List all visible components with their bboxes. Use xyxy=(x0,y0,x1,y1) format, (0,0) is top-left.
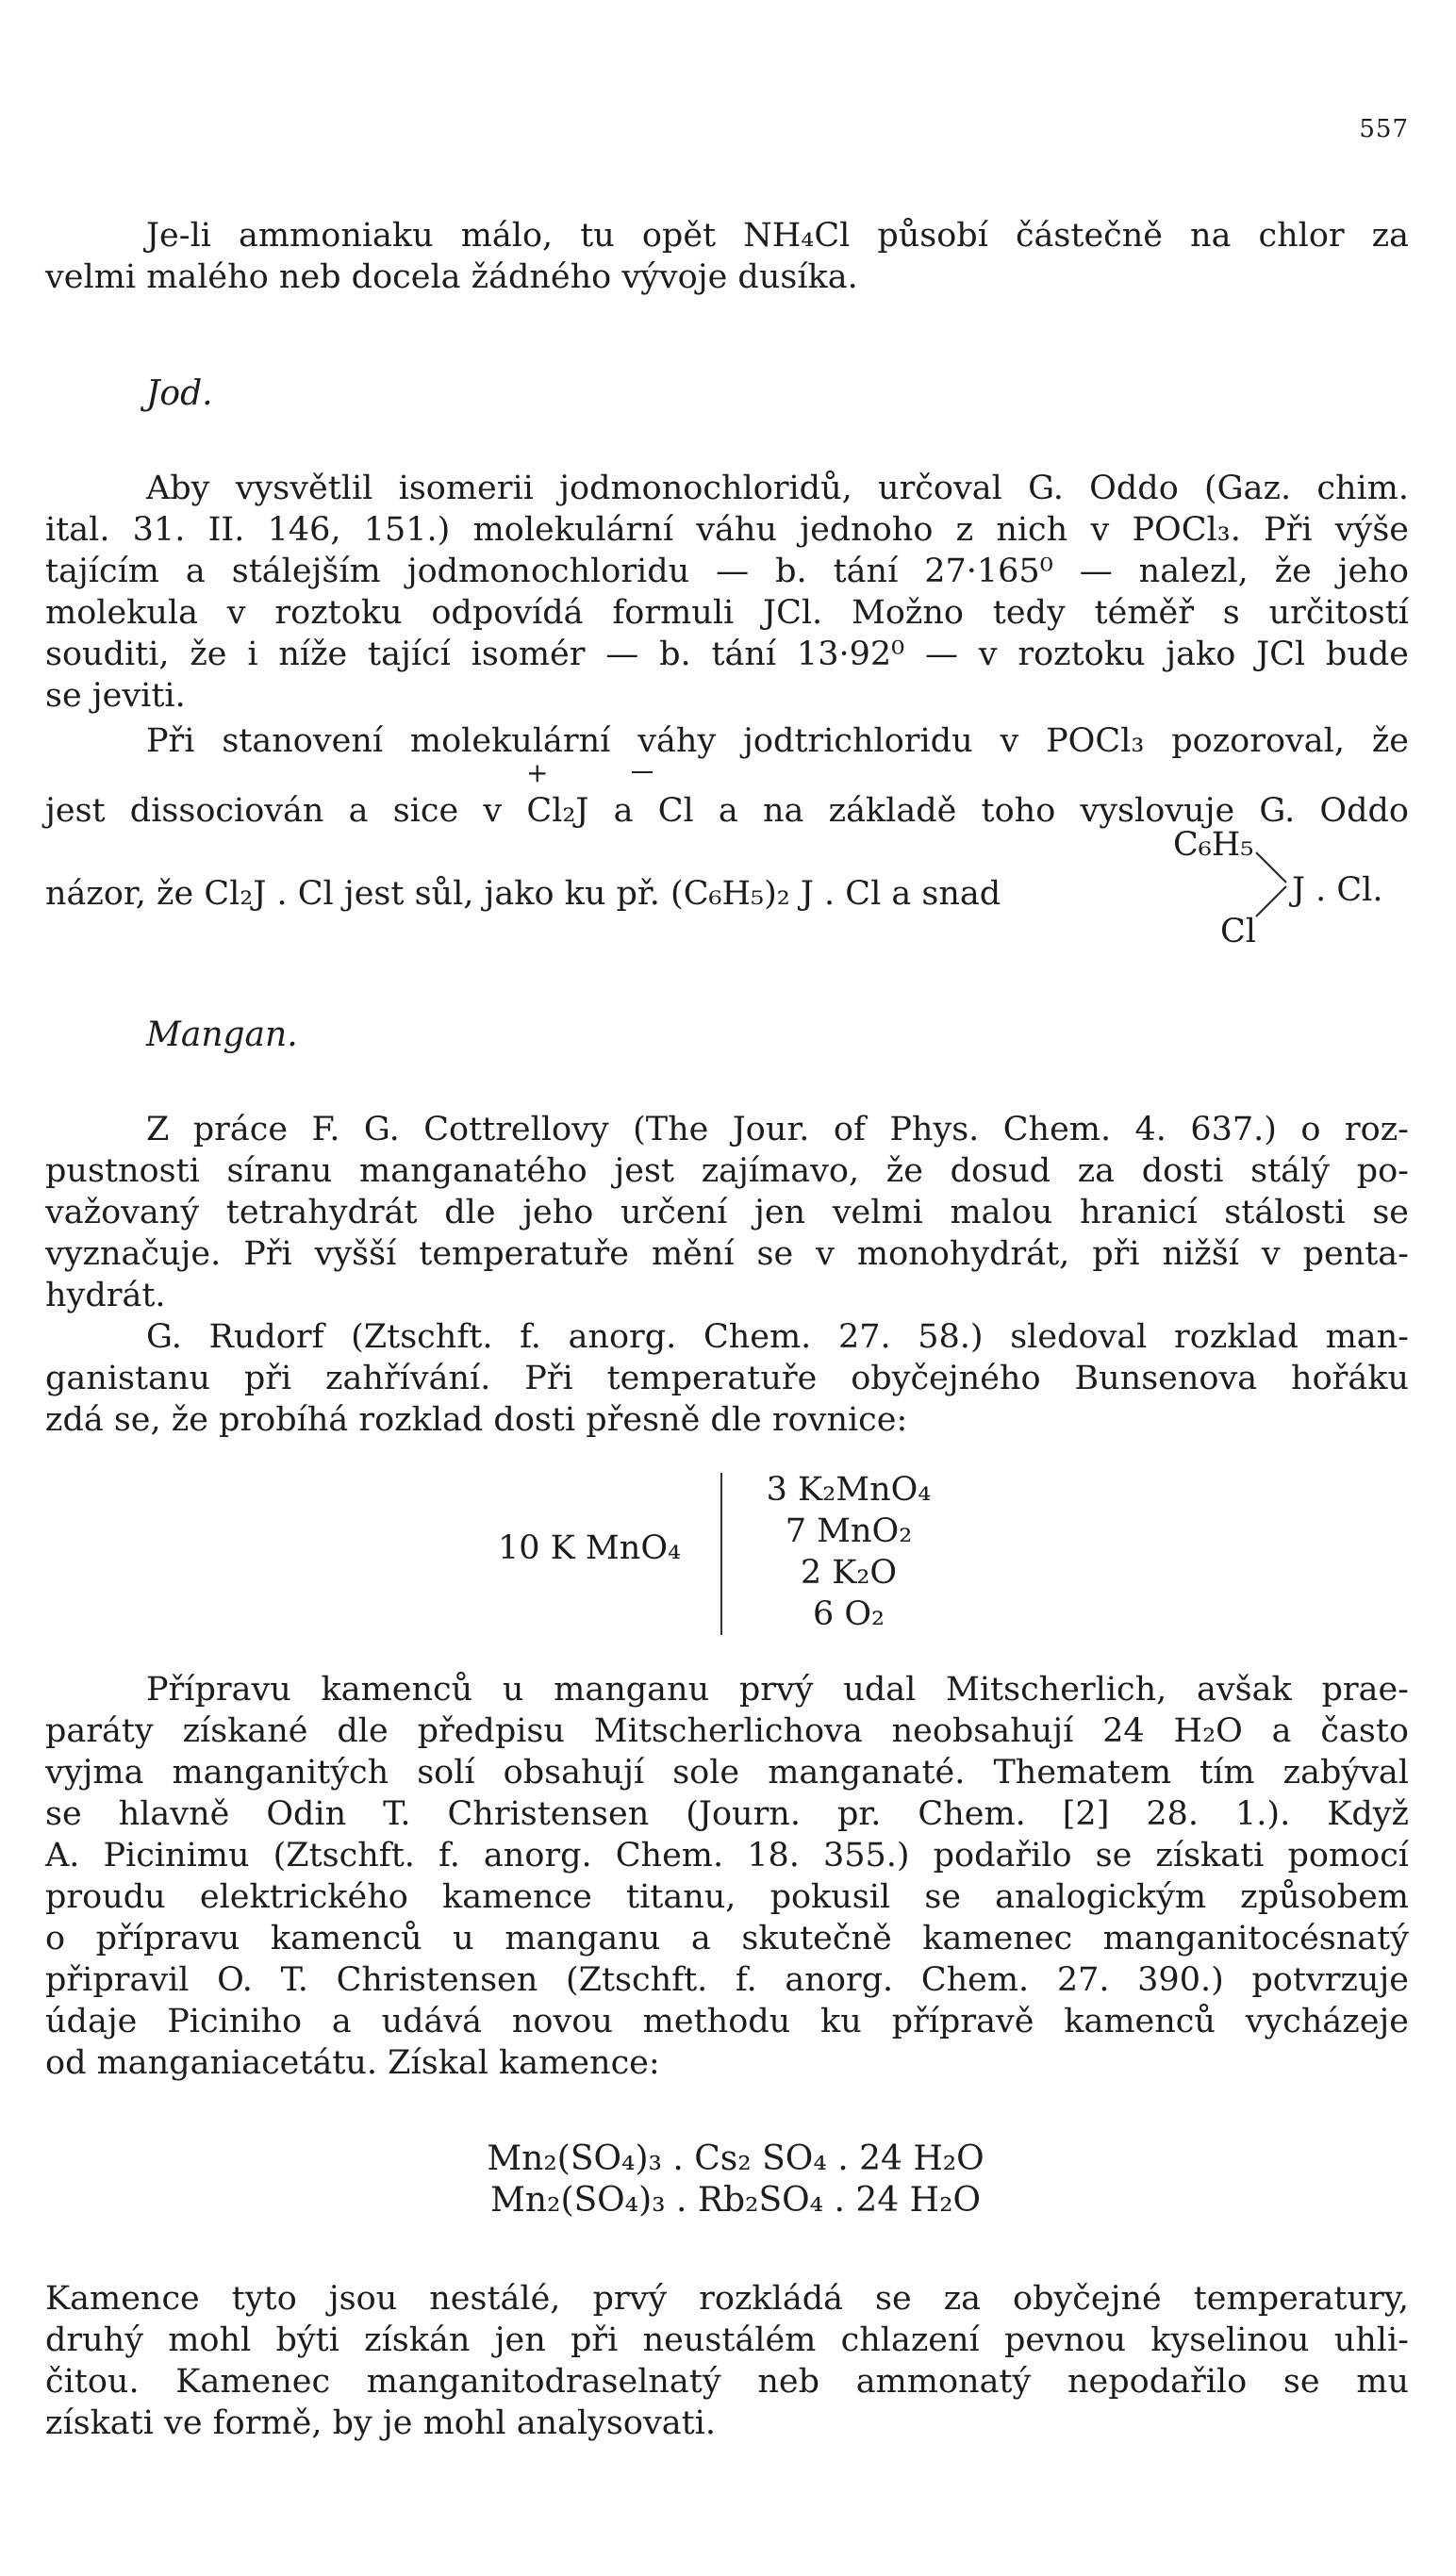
text-line: Kamence tyto jsou nestálé, prvý rozkládá se za obyčejné temperatury, xyxy=(45,2280,1409,2318)
structure-tail: J . Cl. xyxy=(1292,871,1383,909)
text-line: vyjma manganitých solí obsahují sole manganaté. Thematem tím zabýval xyxy=(45,1754,1409,1792)
text-line: čitou. Kamenec manganitodraselnatý neb ammonatý nepodařilo se mu xyxy=(45,2363,1409,2401)
alum-formula: Mn₂(SO₄)₃ . Cs₂ SO₄ . 24 H₂O xyxy=(487,2139,984,2178)
text-line: údaje Piciniho a udává novou methodu ku přípravě kamenců vycházeje xyxy=(45,2003,1409,2040)
section-heading-jod: Jod. xyxy=(146,374,213,413)
text-line: Aby vysvětlil isomerii jodmonochloridů, určoval G. Oddo (Gaz. chim. xyxy=(146,470,1409,507)
text-line: se jeviti. xyxy=(45,677,186,715)
plus-charge-mark: + xyxy=(526,757,549,788)
text-line: pustnosti síranu manganatého jest zajímavo, že dosud za dosti stálý po- xyxy=(45,1152,1409,1190)
text-line: od manganiacetátu. Získal kamence: xyxy=(45,2044,660,2082)
text-line: molekula v roztoku odpovídá formuli JCl. Možno tedy téměř s určitostí xyxy=(45,594,1409,632)
section-heading-mangan: Mangan. xyxy=(146,1016,298,1054)
text-line: paráty získané dle předpisu Mitscherlichova neobsahují 24 H₂O a často xyxy=(45,1712,1409,1750)
alum-formula: Mn₂(SO₄)₃ . Rb₂SO₄ . 24 H₂O xyxy=(489,2181,982,2220)
text-line: jest dissociován a sice v Cl₂J a Cl a na základě toho vyslovuje G. Oddo xyxy=(45,792,1409,830)
text-line: názor, že Cl₂J . Cl jest sůl, jako ku př. (C₆H₅)₂ J . Cl a snad xyxy=(45,875,1001,913)
text-line: A. Picinimu (Ztschft. f. anorg. Chem. 18. 355.) podařilo se získati pomocí xyxy=(45,1837,1409,1874)
text-line: souditi, že i níže tající isomér — b. tání 13·92⁰ — v roztoku jako JCl bude xyxy=(45,636,1409,673)
text-line: Z práce F. G. Cottrellovy (The Jour. of Phys. Chem. 4. 637.) o roz- xyxy=(146,1111,1409,1148)
text-line: ital. 31. II. 146, 151.) molekulární váhu jednoho z nich v POCl₃. Při výše xyxy=(45,511,1409,549)
text-line: zdá se, že probíhá rozklad dosti přesně dle rovnice: xyxy=(45,1401,908,1439)
text-line: proudu elektrického kamence titanu, pokusil se analogickým způsobem xyxy=(45,1878,1409,1916)
text-line: druhý mohl býti získán jen při neustálém chlazení pevnou kyselinou uhli- xyxy=(45,2321,1409,2359)
text-line: vyznačuje. Při vyšší temperatuře mění se v monohydrát, při nižší v penta- xyxy=(45,1235,1409,1273)
text-line: Přípravu kamenců u manganu prvý udal Mitscherlich, avšak prae- xyxy=(146,1671,1409,1709)
text-line: ganistanu při zahřívání. Při temperatuře obyčejného Bunsenova hořáku xyxy=(45,1360,1409,1397)
text-line: připravil O. T. Christensen (Ztschft. f. anorg. Chem. 27. 390.) potvrzuje xyxy=(45,1961,1409,1999)
minus-charge-mark xyxy=(632,771,653,773)
text-line: o přípravu kamenců u manganu a skutečně kamenec manganitocésnatý xyxy=(45,1920,1409,1957)
text-line: tajícím a stálejším jodmonochloridu — b. tání 27·165⁰ — nalezl, že jeho xyxy=(45,553,1409,590)
structure-chlorine-label: Cl xyxy=(1220,913,1256,950)
structure-bonds xyxy=(1254,849,1292,924)
equation-bar xyxy=(720,1473,722,1635)
product-line: 2 K₂O xyxy=(800,1554,898,1592)
text-line: Při stanovení molekulární váhy jodtrichloridu v POCl₃ pozoroval, že xyxy=(146,722,1409,760)
text-line: Je-li ammoniaku málo, tu opět NH₄Cl působí částečně na chlor za xyxy=(146,217,1409,255)
product-line: 6 O₂ xyxy=(812,1595,885,1633)
product-line: 3 K₂MnO₄ xyxy=(766,1471,932,1509)
product-line: 7 MnO₂ xyxy=(785,1512,913,1550)
text-line: se hlavně Odin T. Christensen (Journ. pr. Chem. [2] 28. 1.). Když xyxy=(45,1795,1409,1833)
text-line: G. Rudorf (Ztschft. f. anorg. Chem. 27. 58.) sledoval rozklad man- xyxy=(146,1318,1409,1356)
equation-products xyxy=(754,1469,943,1635)
text-line: velmi malého neb docela žádného vývoje dusíka. xyxy=(45,258,858,296)
text-line: získati ve formě, by je mohl analysovati. xyxy=(45,2404,716,2442)
page-number: 557 xyxy=(1359,115,1409,143)
structure-phenyl-label: C₆H₅ xyxy=(1173,826,1254,864)
text-line: važovaný tetrahydrát dle jeho určení jen velmi malou hranicí stálosti se xyxy=(45,1194,1409,1231)
equation-left: 10 K MnO₄ xyxy=(498,1529,682,1567)
text-line: hydrát. xyxy=(45,1277,166,1314)
